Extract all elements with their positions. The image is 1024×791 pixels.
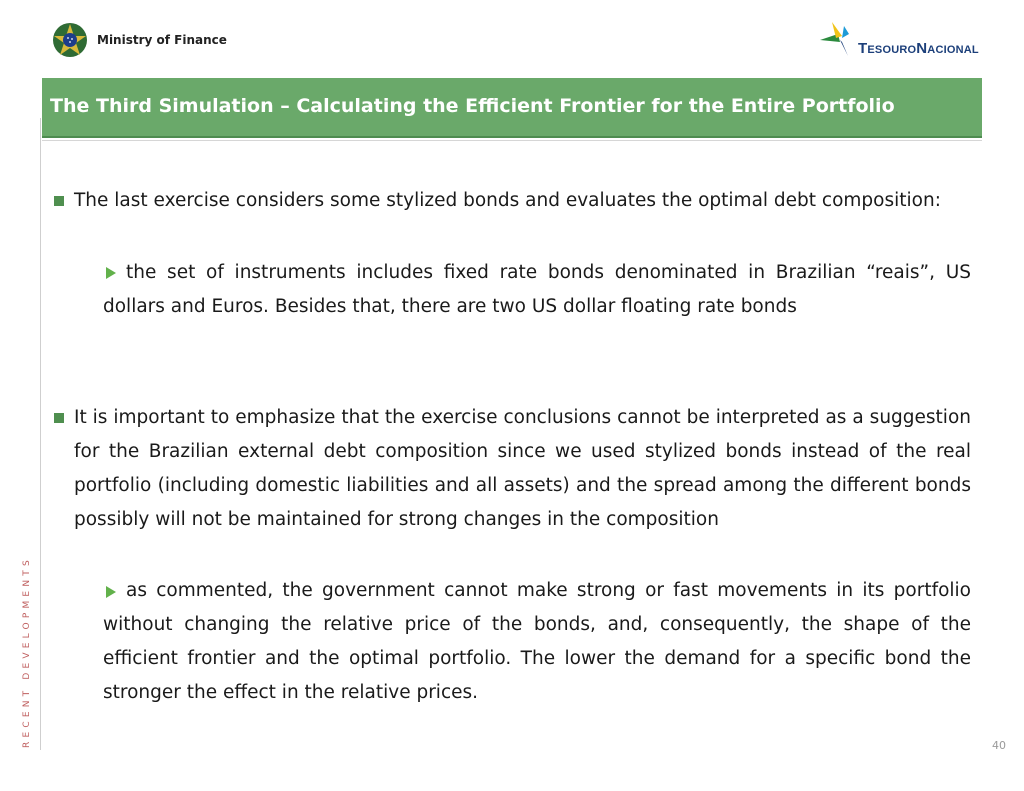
section-side-label: RECENT DEVELOPMENTS	[22, 556, 32, 748]
title-bar	[42, 78, 982, 138]
bullet-2-text: It is important to emphasize that the exercise conclusions cannot be interpreted as a suggestion for the Brazilian external debt composition since we used stylized bonds instead of the real portfolio (including domestic liabilities and all assets) and the spread among the different bonds possibly will not be maintained for strong changes in the composition	[74, 407, 971, 530]
bullet-1-text: The last exercise considers some stylized bonds and evaluates the optimal debt composition:	[74, 190, 941, 211]
slide-title: The Third Simulation – Calculating the Efficient Frontier for the Entire Portfolio	[50, 95, 895, 117]
bullet-square-icon	[54, 196, 64, 206]
title-divider	[42, 140, 982, 141]
tesouro-nacional-wordmark: TESOURONACIONAL	[858, 40, 979, 57]
bullet-2-sub-text: as commented, the government cannot make strong or fast movements in its portfolio without changing the relative price of the bonds, and, consequently, the shape of the efficient frontier and the optimal portfolio. The lower the demand for a specific bond the stronger the effect in the relative prices.	[103, 580, 971, 703]
bullet-1-sub-text: the set of instruments includes fixed rate bonds denominated in Brazilian “reais”, US dollars and Euros. Besides that, there are two US dollar floating rate bonds	[103, 262, 971, 317]
ministry-name: Ministry of Finance	[97, 33, 227, 47]
bullet-square-icon	[54, 413, 64, 423]
page-number: 40	[992, 739, 1006, 752]
side-rule	[40, 118, 41, 750]
brazil-coat-of-arms-icon	[52, 22, 88, 58]
